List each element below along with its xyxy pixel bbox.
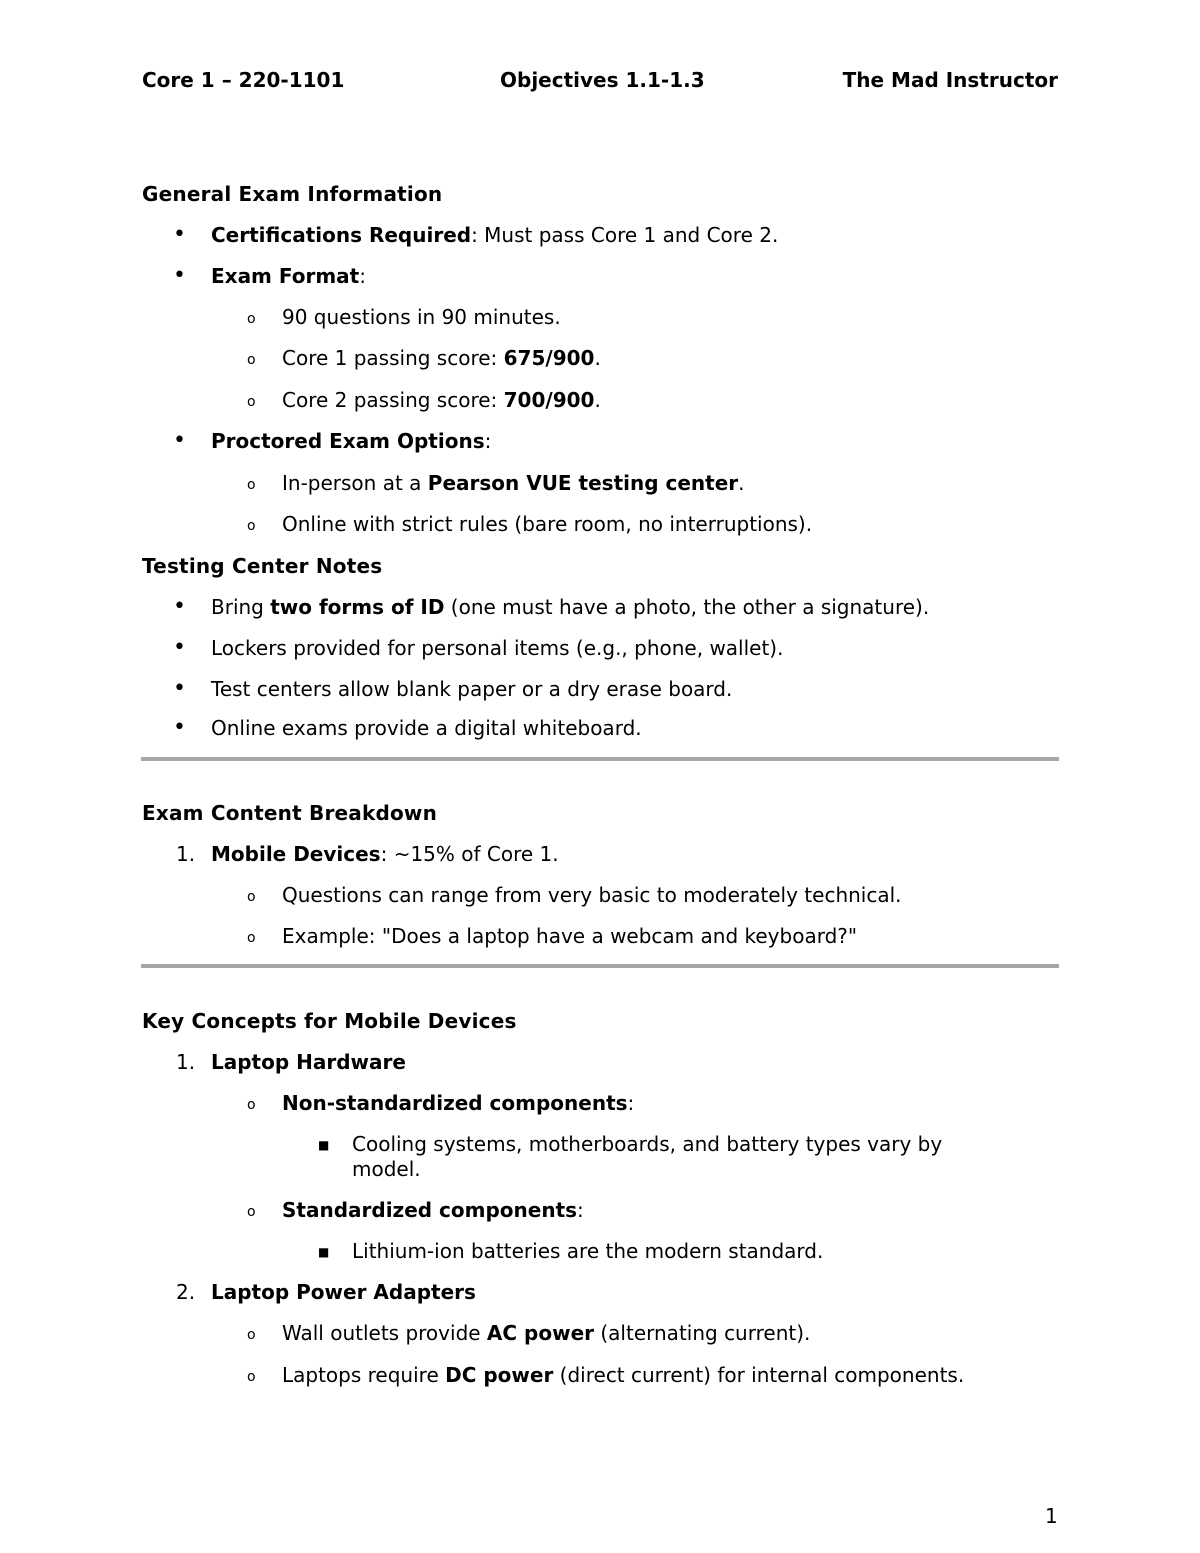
circle-bullet-icon: o (247, 477, 256, 493)
list-item: Online with strict rules (bare room, no interruptions). (282, 512, 813, 536)
section-title-general: General Exam Information (142, 182, 443, 206)
page-number: 1 (1045, 1504, 1058, 1528)
list-item: Core 2 passing score: 700/900. (282, 388, 601, 412)
circle-bullet-icon: o (247, 1369, 256, 1385)
list-item: Non-standardized components: (282, 1091, 635, 1115)
circle-bullet-icon: o (247, 518, 256, 534)
list-item: Test centers allow blank paper or a dry erase board. (211, 677, 733, 701)
circle-bullet-icon: o (247, 394, 256, 410)
list-number: 2. (176, 1280, 196, 1304)
list-item: Example: "Does a laptop have a webcam and keyboard?" (282, 924, 858, 948)
list-item: Exam Format: (211, 264, 366, 288)
square-bullet-icon: ■ (318, 1245, 330, 1259)
horizontal-rule (141, 964, 1059, 968)
list-item: Online exams provide a digital whiteboard. (211, 716, 642, 740)
list-number: 1. (176, 842, 196, 866)
list-item: In-person at a Pearson VUE testing center. (282, 471, 745, 495)
horizontal-rule (141, 757, 1059, 761)
list-item: Lockers provided for personal items (e.g., phone, wallet). (211, 636, 784, 660)
list-item: Certifications Required: Must pass Core 1 and Core 2. (211, 223, 779, 247)
list-item: Cooling systems, motherboards, and battery types vary by (352, 1132, 943, 1156)
bullet-icon: • (173, 635, 186, 660)
bullet-icon: • (173, 222, 186, 247)
header-objectives: Objectives 1.1-1.3 (500, 68, 705, 92)
list-item: Lithium-ion batteries are the modern standard. (352, 1239, 824, 1263)
list-item: Questions can range from very basic to moderately technical. (282, 883, 902, 907)
circle-bullet-icon: o (247, 311, 256, 327)
bullet-icon: • (173, 428, 186, 453)
header-course: Core 1 – 220-1101 (142, 68, 345, 92)
list-item: Standardized components: (282, 1198, 584, 1222)
section-title-key-concepts: Key Concepts for Mobile Devices (142, 1009, 517, 1033)
list-item-continuation: model. (352, 1157, 421, 1181)
list-item: Laptop Power Adapters (211, 1280, 476, 1304)
circle-bullet-icon: o (247, 1327, 256, 1343)
bullet-icon: • (173, 263, 186, 288)
bullet-icon: • (173, 715, 186, 740)
list-item: Bring two forms of ID (one must have a photo, the other a signature). (211, 595, 930, 619)
list-item: Laptops require DC power (direct current) for internal components. (282, 1363, 965, 1387)
list-item: Wall outlets provide AC power (alternating current). (282, 1321, 811, 1345)
section-title-testing-center: Testing Center Notes (142, 554, 383, 578)
page-header (142, 68, 1058, 96)
square-bullet-icon: ■ (318, 1138, 330, 1152)
list-item: Core 1 passing score: 675/900. (282, 346, 601, 370)
circle-bullet-icon: o (247, 889, 256, 905)
bullet-icon: • (173, 594, 186, 619)
bullet-icon: • (173, 676, 186, 701)
list-item: Proctored Exam Options: (211, 429, 492, 453)
circle-bullet-icon: o (247, 1204, 256, 1220)
circle-bullet-icon: o (247, 930, 256, 946)
list-item: Laptop Hardware (211, 1050, 406, 1074)
circle-bullet-icon: o (247, 352, 256, 368)
list-number: 1. (176, 1050, 196, 1074)
list-item: 90 questions in 90 minutes. (282, 305, 561, 329)
header-author: The Mad Instructor (842, 68, 1058, 92)
circle-bullet-icon: o (247, 1097, 256, 1113)
list-item: Mobile Devices: ~15% of Core 1. (211, 842, 559, 866)
section-title-content-breakdown: Exam Content Breakdown (142, 801, 438, 825)
